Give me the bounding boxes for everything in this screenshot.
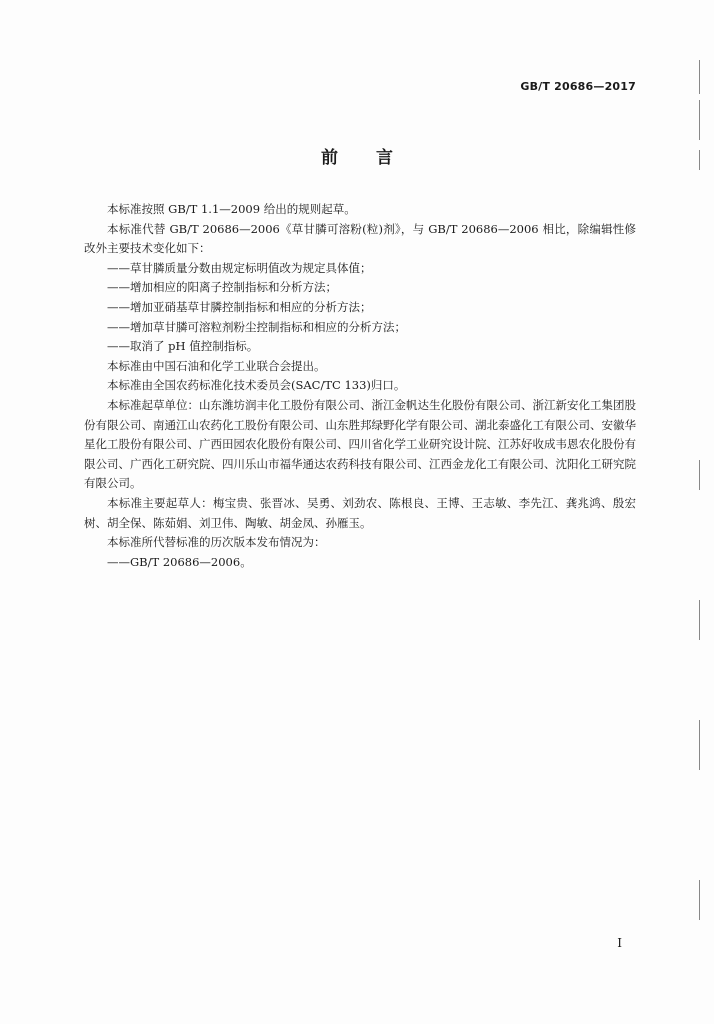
scan-edge-mark	[699, 100, 700, 140]
scan-edge-mark	[699, 150, 700, 170]
scan-edge-mark	[699, 460, 700, 490]
paragraph-committee: 本标准由全国农药标准化技术委员会(SAC/TC 133)归口。	[107, 378, 406, 393]
change-item: ——增加草甘膦可溶粒剂粉尘控制指标和相应的分析方法；	[107, 319, 406, 334]
page-number: I	[617, 936, 622, 950]
change-item: ——增加亚硝基草甘膦控制指标和相应的分析方法；	[107, 299, 372, 314]
foreword-body	[84, 200, 636, 572]
paragraph-drafters: 本标准主要起草人：梅宝贵、张晋冰、吴勇、刘劲农、陈根良、王博、王志敏、李先江、龚兆鸿、殷宏树、胡全保、陈茹娟、刘卫伟、陶敏、胡金凤、孙雁玉。	[84, 495, 636, 530]
history-item: ——GB/T 20686—2006。	[107, 554, 252, 569]
scan-edge-mark	[699, 880, 700, 920]
standard-code: GB/T 20686—2017	[520, 80, 636, 93]
scan-edge-mark	[699, 60, 700, 94]
change-item: ——增加相应的阳离子控制指标和分析方法；	[107, 280, 337, 295]
paragraph-proposer: 本标准由中国石油和化学工业联合会提出。	[107, 358, 326, 373]
change-item: ——取消了 pH 值控制指标。	[107, 339, 259, 354]
page-title: 前言	[321, 148, 431, 168]
change-item: ——草甘膦质量分数由规定标明值改为规定具体值；	[107, 260, 372, 275]
scan-edge-mark	[699, 600, 700, 640]
paragraph-history: 本标准所代替标准的历次版本发布情况为：	[107, 535, 326, 550]
scan-edge-mark	[699, 720, 700, 770]
paragraph-drafting-units: 本标准起草单位：山东潍坊润丰化工股份有限公司、浙江金帆达生化股份有限公司、浙江新安化工集团股份有限公司、南通江山农药化工股份有限公司、山东胜邦绿野化学有限公司、湖北泰盛化工有限公司、安徽华星化工股份有限公司、广西田园农化股份有限公司、四川省化学工业研究设计院、江苏好收成韦恩农化股份有限公司、广西化工研究院、四川乐山市福华通达农药科技有限公司、江西金龙化工有限公司、沈阳化工研究院有限公司。	[84, 397, 636, 491]
paragraph-replacement: 本标准代替 GB/T 20686—2006《草甘膦可溶粉(粒)剂》，与 GB/T 20686—2006 相比，除编辑性修改外主要技术变化如下：	[84, 221, 636, 256]
paragraph-drafting-rule: 本标准按照 GB/T 1.1—2009 给出的规则起草。	[107, 202, 356, 216]
